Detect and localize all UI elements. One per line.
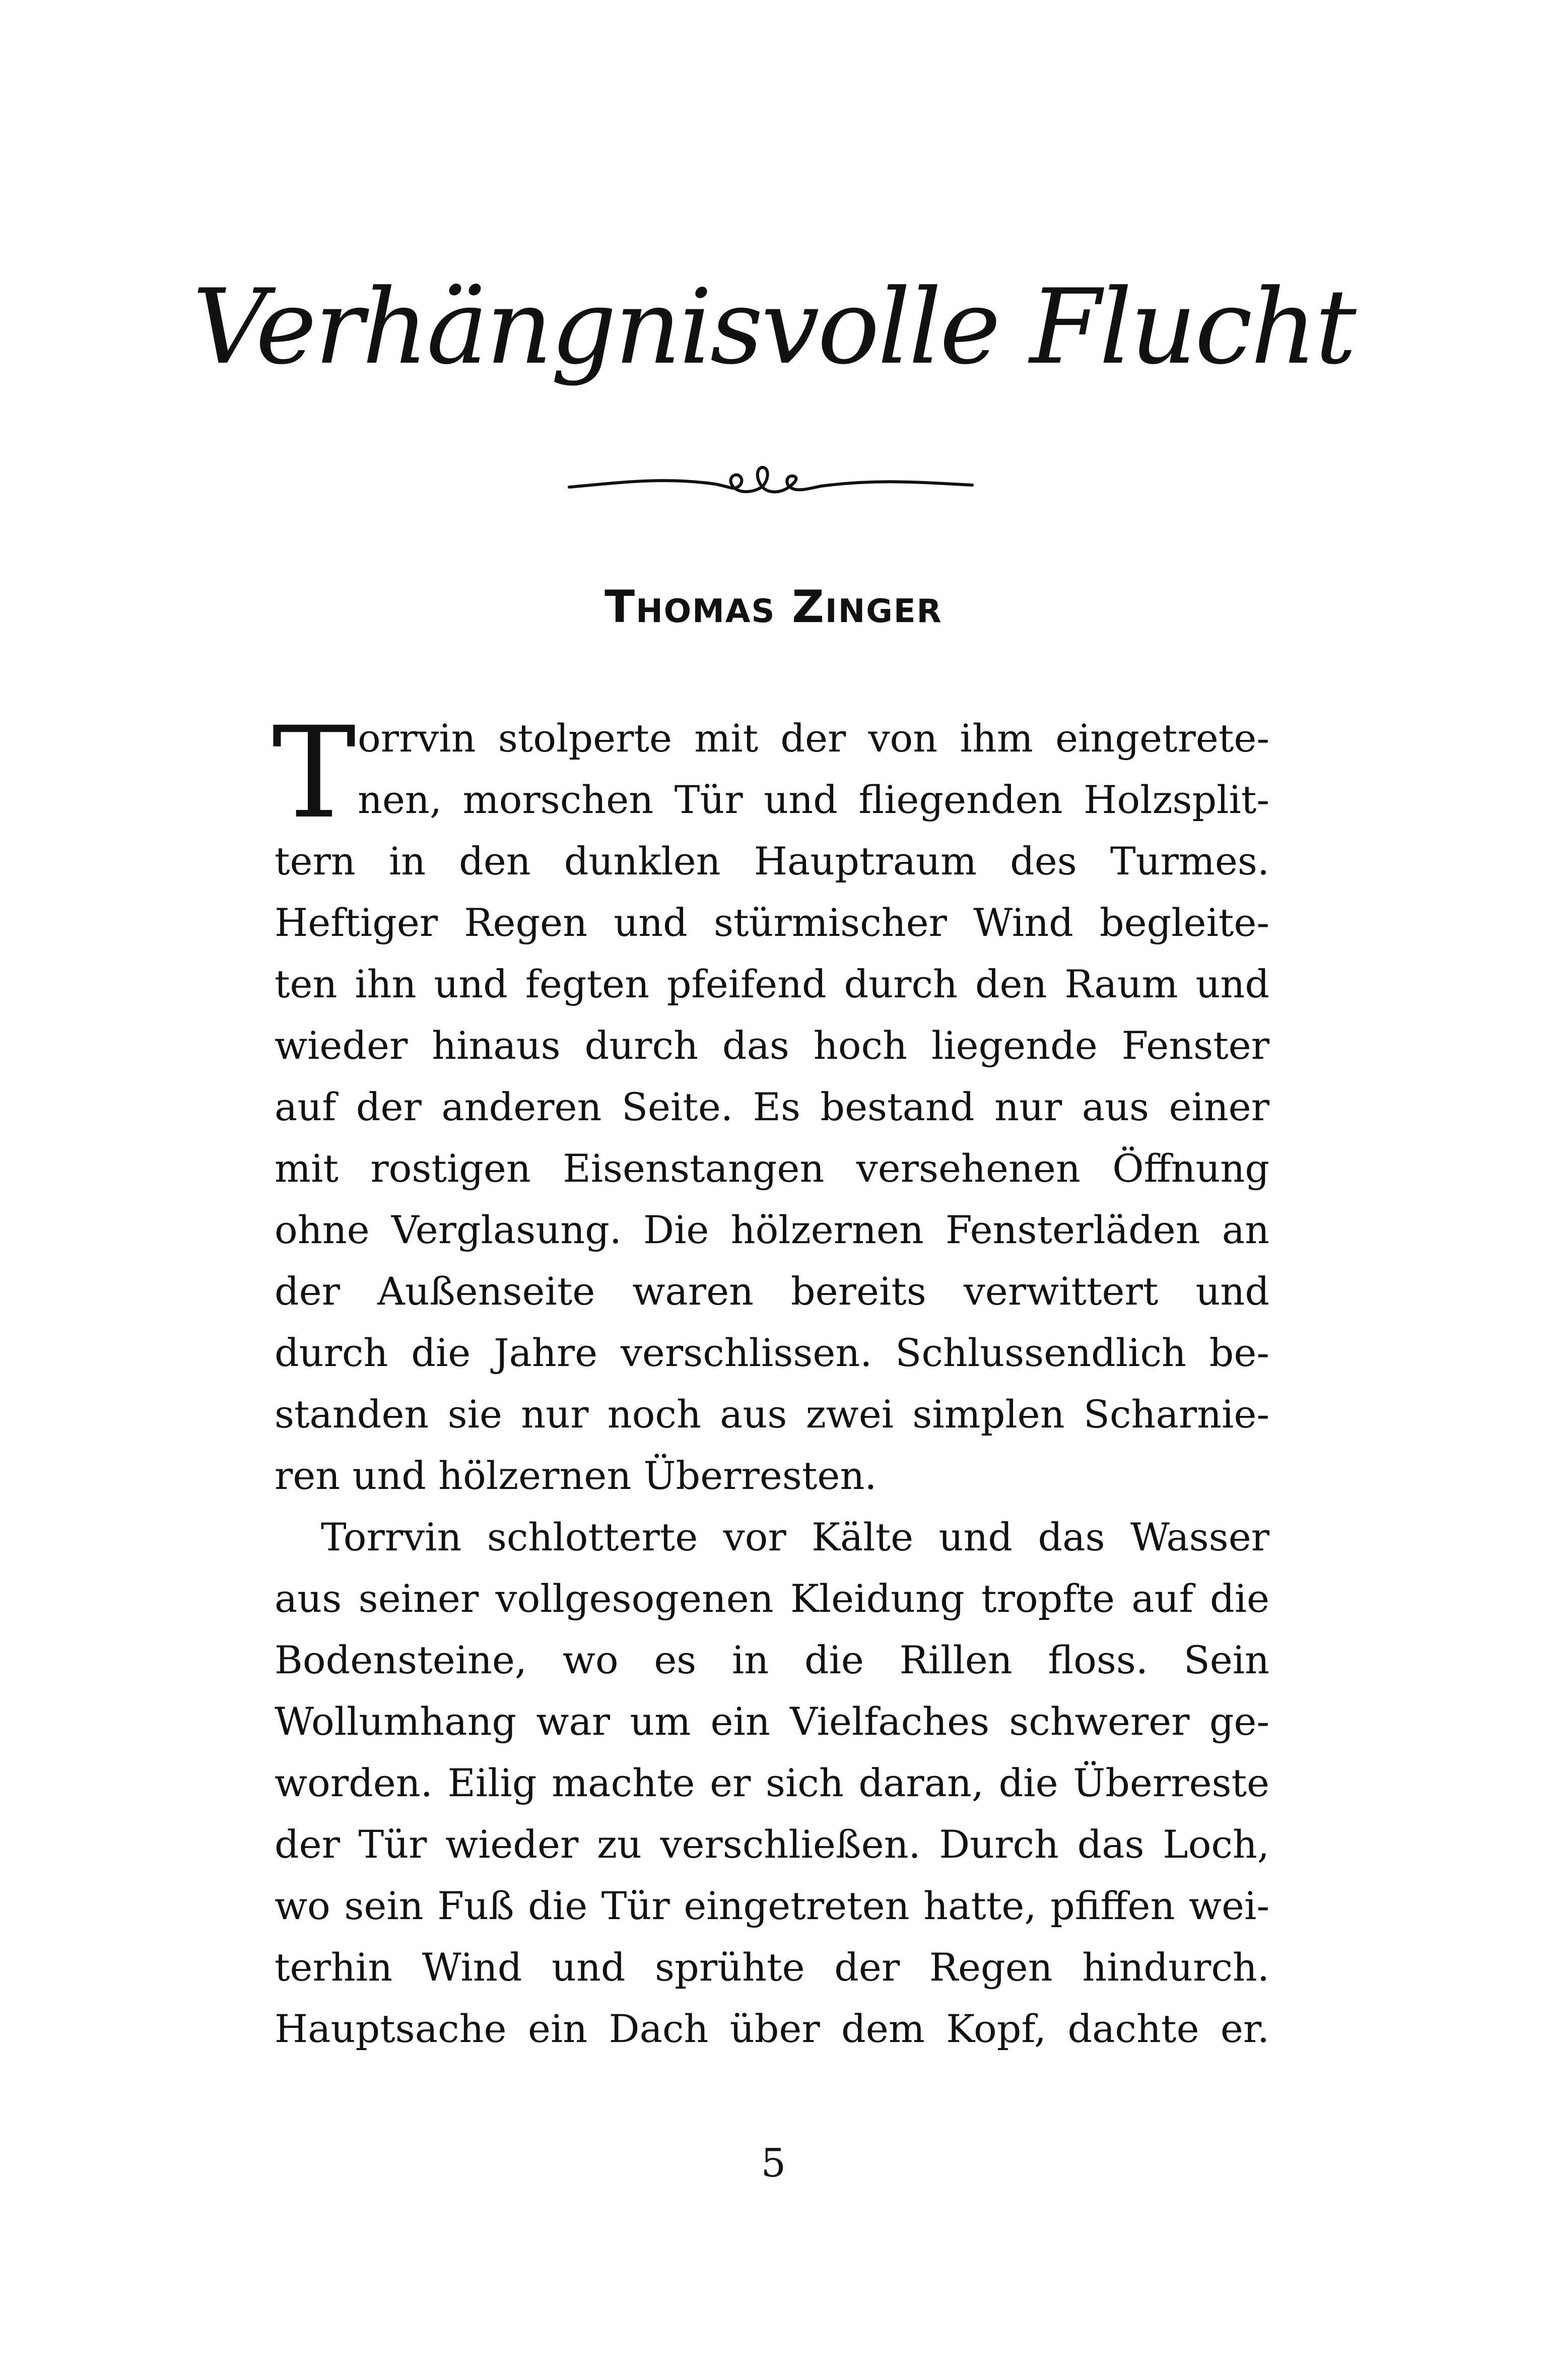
text-line: standen sie nur noch aus zwei simplen Scharnie- [275,1392,1269,1437]
paragraph-1 [275,708,1269,1507]
drop-cap: T [272,700,356,846]
paragraph-2 [275,1507,1269,2060]
text-line: tern in den dunklen Hauptraum des Turmes. [275,839,1269,883]
body-text [275,708,1269,2060]
text-line: durch die Jahre verschlissen. Schlussendlich be- [275,1330,1269,1375]
author-last-initial: Z [792,581,825,633]
page-number: 5 [761,2141,786,2186]
text-line: orrvin stolperte mit der von ihm eingetrete- [358,716,1269,761]
text-line: auf der anderen Seite. Es bestand nur aus einer [275,1084,1269,1129]
author-first-initial: T [604,581,636,633]
author-name [0,579,1547,639]
text-line: wieder hinaus durch das hoch liegende Fenster [275,1023,1269,1068]
text-line: Bodensteine, wo es in die Rillen floss. Sein [275,1638,1269,1682]
text-line: ten ihn und fegten pfeifend durch den Raum und [275,962,1269,1006]
text-line: wo sein Fuß die Tür eingetreten hatte, pfiffen wei- [275,1883,1269,1928]
text-line: Hauptsache ein Dach über dem Kopf, dachte er. [275,2006,1269,2051]
text-line: der Tür wieder zu verschließen. Durch das Loch, [275,1822,1269,1867]
author-last-rest: INGER [825,593,943,630]
text-line: terhin Wind und sprühte der Regen hindurch. [275,1945,1269,1990]
text-line: ren und hölzernen Überresten. [275,1453,877,1498]
author-first-rest: HOMAS [636,593,776,630]
text-line: nen, morschen Tür und fliegenden Holzsplit- [358,777,1269,822]
text-line: mit rostigen Eisenstangen versehenen Öffnung [275,1146,1269,1191]
flourish-divider-icon [564,451,977,511]
text-line: Torrvin schlotterte vor Kälte und das Wasser [321,1515,1269,1559]
chapter-title: Verhängnisvolle Flucht [192,267,1355,387]
text-line: aus seiner vollgesogenen Kleidung tropfte auf die [275,1576,1269,1621]
text-line: der Außenseite waren bereits verwittert und [275,1269,1269,1314]
text-line: ohne Verglasung. Die hölzernen Fensterläden an [275,1207,1269,1252]
text-line: worden. Eilig machte er sich daran, die Überreste [275,1760,1269,1805]
text-line: Heftiger Regen und stürmischer Wind begleite- [275,900,1269,945]
text-line: Wollumhang war um ein Vielfaches schwerer ge- [275,1699,1269,1744]
